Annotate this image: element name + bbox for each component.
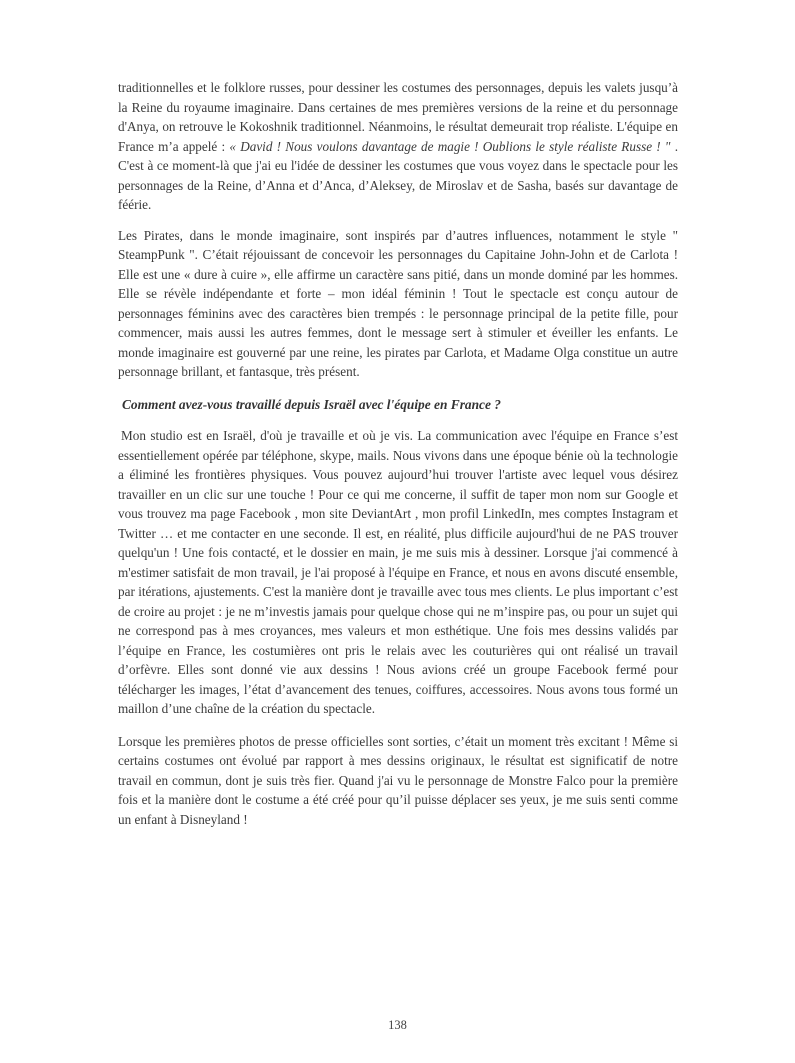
paragraph-1-text-b: . C'est à ce moment-là que j'ai eu l'idée de dessiner les costumes que vous voyez dans le spectacle pour les personnages de la Reine, d’Anna et d’Anca, d’Aleksey, de Miroslav et de Sasha, basés sur davantage de féérie. <box>118 138 678 212</box>
paragraph-3: Mon studio est en Israël, d'où je travaille et où je vis. La communication avec l'équipe en France s’est essentiellement opérée par téléphone, skype, mails. Nous vivons dans une époque bénie où la technologie a éliminé les frontières physiques. Vous pouvez aujourd’hui trouver l'artiste avec lequel vous désirez travailler en un clic sur une touche ! Pour ce qui me concerne, il suffit de taper mon nom sur Google et vous trouvez ma page Facebook , mon site DeviantArt , mon profil LinkedIn, mes comptes Instagram et Twitter … et me contacter en une seconde. Il est, en réalité, plus difficile aujourd'hui de ne PAS trouver quelqu'un ! Une fois contacté, et le dossier en main, je me suis mis à dessiner. Lorsque j'ai commencé à m'estimer satisfait de mon travail, je l'ai proposé à l'équipe en France, et nous en avons discuté ensemble, par itérations, ajustements. C'est la manière dont je travaille avec tous mes clients. Le plus important c’est de croire au projet : je ne m’investis jamais pour quelque chose qui ne m’inspire pas, ou pour un sujet qui ne correspond pas à mes croyances, mes valeurs et mon esthétique. Une fois mes dessins validés par l’équipe en France, les costumières ont pris le relais avec les couturières qui ont réalisé un travail d’orfèvre. Elles sont donné vie aux dessins ! Nous avions créé un groupe Facebook fermé pour télécharger les images, l’état d’avancement des tenues, coiffures, accessoires. Nous avons tous formé un maillon d’une chaîne de la création du spectacle. <box>118 428 678 716</box>
page-number: 138 <box>388 1018 407 1032</box>
paragraph-4: Lorsque les premières photos de presse officielles sont sorties, c’était un moment très excitant ! Même si certains costumes ont évolué par rapport à mes dessins originaux, le résultat est significatif de notre travail en commun, dont je suis très fier. Quand j'ai vu le personnage de Monstre Falco pour la première fois et la manière dont le costume a été créé pour qu’il puisse déplacer ses yeux, je me suis senti comme un enfant à Disneyland ! <box>118 733 678 827</box>
paragraph-2: Les Pirates, dans le monde imaginaire, sont inspirés par d’autres influences, notamment le style " SteampPunk ". C’était réjouissant de concevoir les personnages du Capitaine John-John et de Carlota ! Elle est une « dure à cuire », elle affirme un caractère sans pitié, dans un monde dominé par les hommes. Elle se révèle indépendante et forte – mon idéal féminin ! Tout le spectacle est conçu autour de personnages féminins avec des caractères bien trempés : le personnage principal de la petite fille, pour commencer, mais aussi les autres femmes, dont le message sert à stimuler et éveiller les enfants. Le monde imaginaire est gouverné par une reine, les pirates par Carlota, et Madame Olga constitue un autre personnage brillant, et fantasque, très présent. <box>118 227 678 379</box>
section-heading: Comment avez-vous travaillé depuis Israël avec l'équipe en France ? <box>122 396 501 412</box>
paragraph-1-quote: « David ! Nous voulons davantage de magie ! Oublions le style réaliste Russe ! " <box>229 138 675 154</box>
paragraph-1-text-a: traditionnelles et le folklore russes, pour dessiner les costumes des personnages, depuis les valets jusqu’à la Reine du royaume imaginaire. Dans certaines de mes premières versions de la reine et du personnage d'Anya, on retrouve le Kokoshnik traditionnel. Néanmoins, le résultat demeurait trop réaliste. L'équipe en France m’a appelé : <box>118 80 678 154</box>
page-body <box>118 78 678 842</box>
paragraph-1 <box>118 78 678 215</box>
